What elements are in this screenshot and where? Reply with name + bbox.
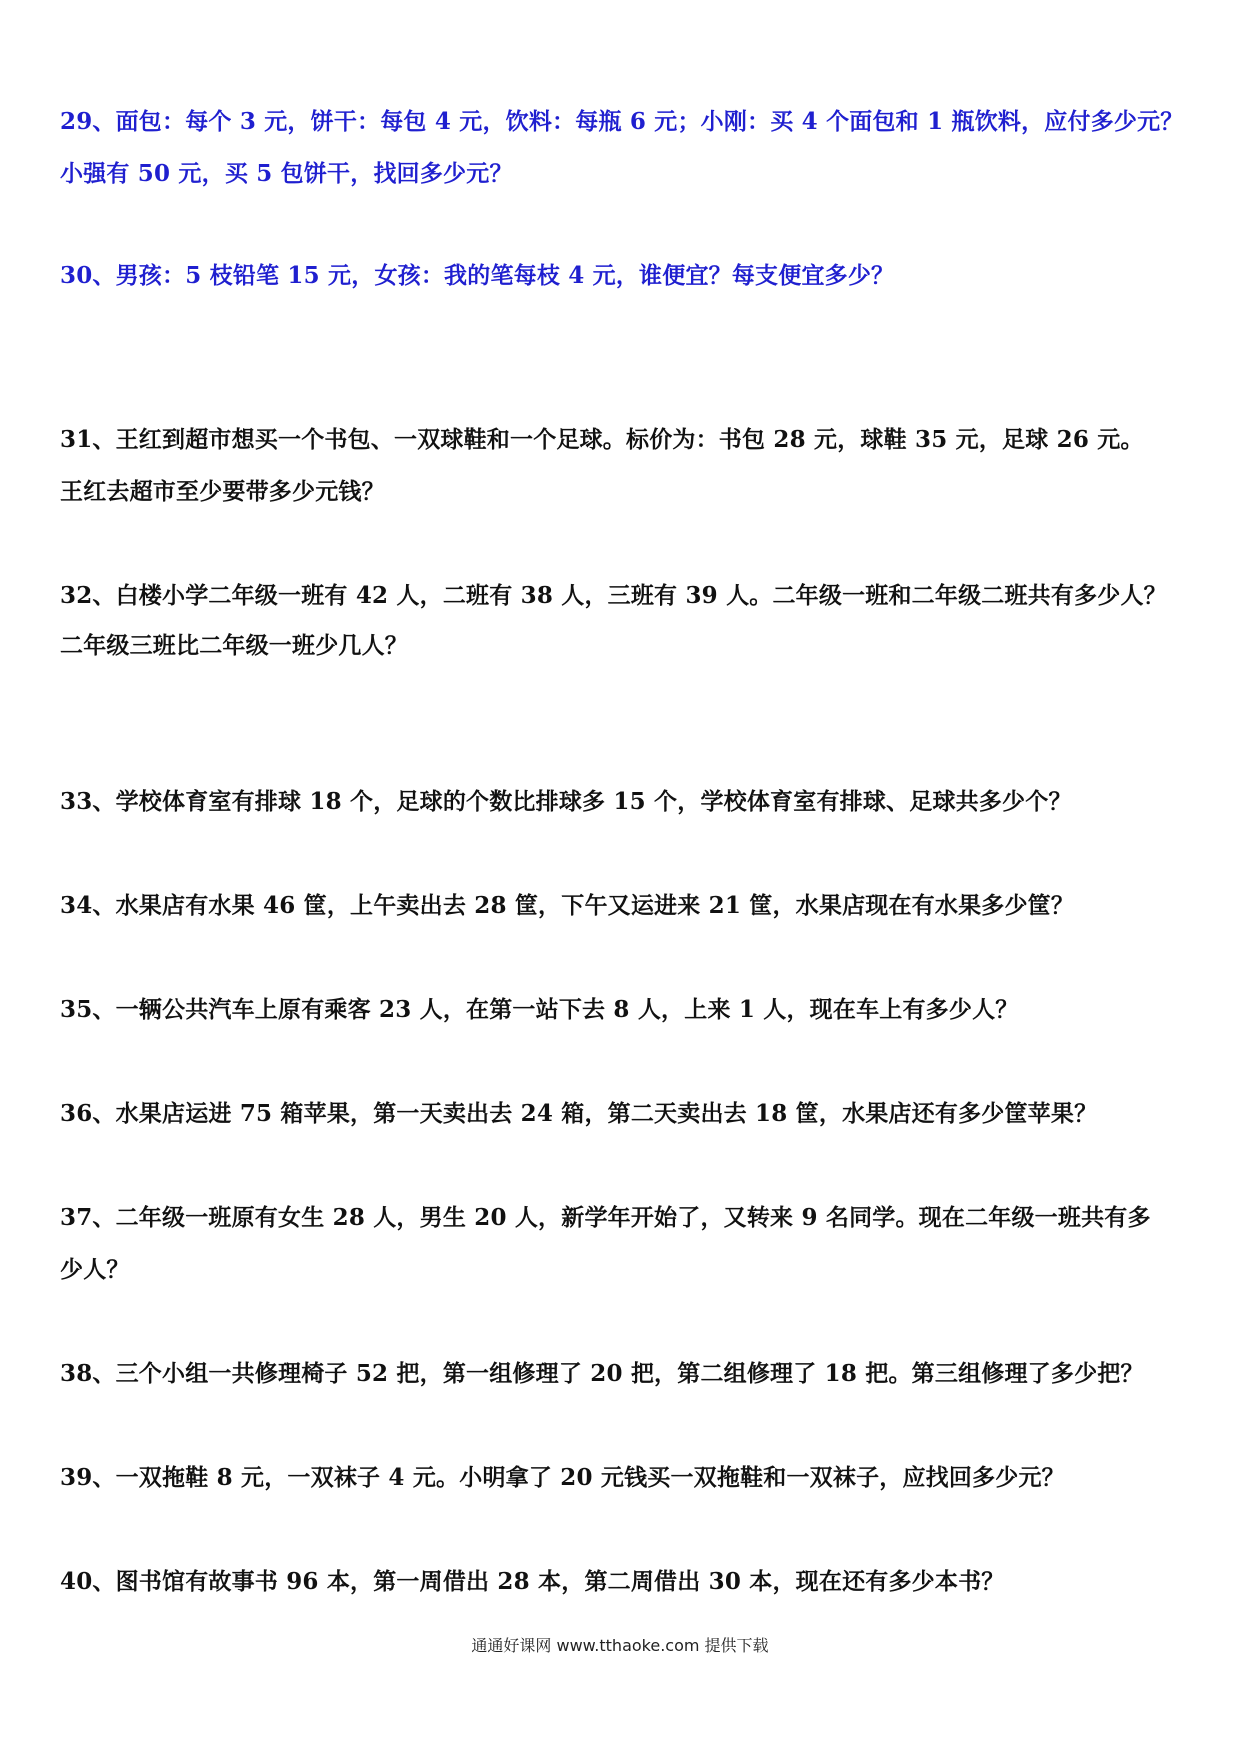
problem-34-line-1: 34、水果店有水果 46 筐，上午卖出去 28 筐，下午又运进来 21 筐，水果店现在有水果多少筐？ (60, 892, 1075, 919)
problem-40-line-1: 40、图书馆有故事书 96 本，第一周借出 28 本，第二周借出 30 本，现在还有多少本书？ (60, 1568, 1005, 1595)
problem-36-line-1: 36、水果店运进 75 箱苹果，第一天卖出去 24 箱，第二天卖出去 18 筐，水果店还有多少筐苹果？ (60, 1100, 1098, 1127)
problem-35-line-1: 35、一辆公共汽车上原有乘客 23 人，在第一站下去 8 人，上来 1 人，现在车上有多少人？ (60, 996, 1019, 1023)
problem-38-line-1: 38、三个小组一共修理椅子 52 把，第一组修理了 20 把，第二组修理了 18 把。第三组修理了多少把？ (60, 1360, 1144, 1387)
problem-31-line-1: 31、王红到超市想买一个书包、一双球鞋和一个足球。标价为：书包 28 元，球鞋 35 元，足球 26 元。 (60, 426, 1144, 453)
problem-33-line-1: 33、学校体育室有排球 18 个，足球的个数比排球多 15 个，学校体育室有排球、足球共多少个？ (60, 788, 1072, 815)
problem-29-line-2: 小强有 50 元，买 5 包饼干，找回多少元？ (60, 160, 513, 187)
problem-30-line-1: 30、男孩：5 枝铅笔 15 元，女孩：我的笔每枝 4 元，谁便宜？每支便宜多少？ (60, 262, 895, 289)
problem-32-line-1: 32、白楼小学二年级一班有 42 人，二班有 38 人，三班有 39 人。二年级一班和二年级二班共有多少人？ (60, 582, 1167, 609)
footer-credit: 通通好课网 www.tthaoke.com 提供下载 (471, 1636, 769, 1655)
problem-39-line-1: 39、一双拖鞋 8 元，一双袜子 4 元。小明拿了 20 元钱买一双拖鞋和一双袜子，应找回多少元？ (60, 1464, 1065, 1491)
problem-37-line-1: 37、二年级一班原有女生 28 人，男生 20 人，新学年开始了，又转来 9 名同学。现在二年级一班共有多 (60, 1204, 1151, 1231)
problem-31-line-2: 王红去超市至少要带多少元钱？ (60, 478, 385, 505)
problem-37-line-2: 少人？ (60, 1256, 130, 1283)
problem-32-line-2: 二年级三班比二年级一班少几人？ (60, 632, 408, 659)
problem-29-line-1: 29、面包：每个 3 元，饼干：每包 4 元，饮料：每瓶 6 元；小刚：买 4 个面包和 1 瓶饮料，应付多少元？ (60, 108, 1184, 135)
